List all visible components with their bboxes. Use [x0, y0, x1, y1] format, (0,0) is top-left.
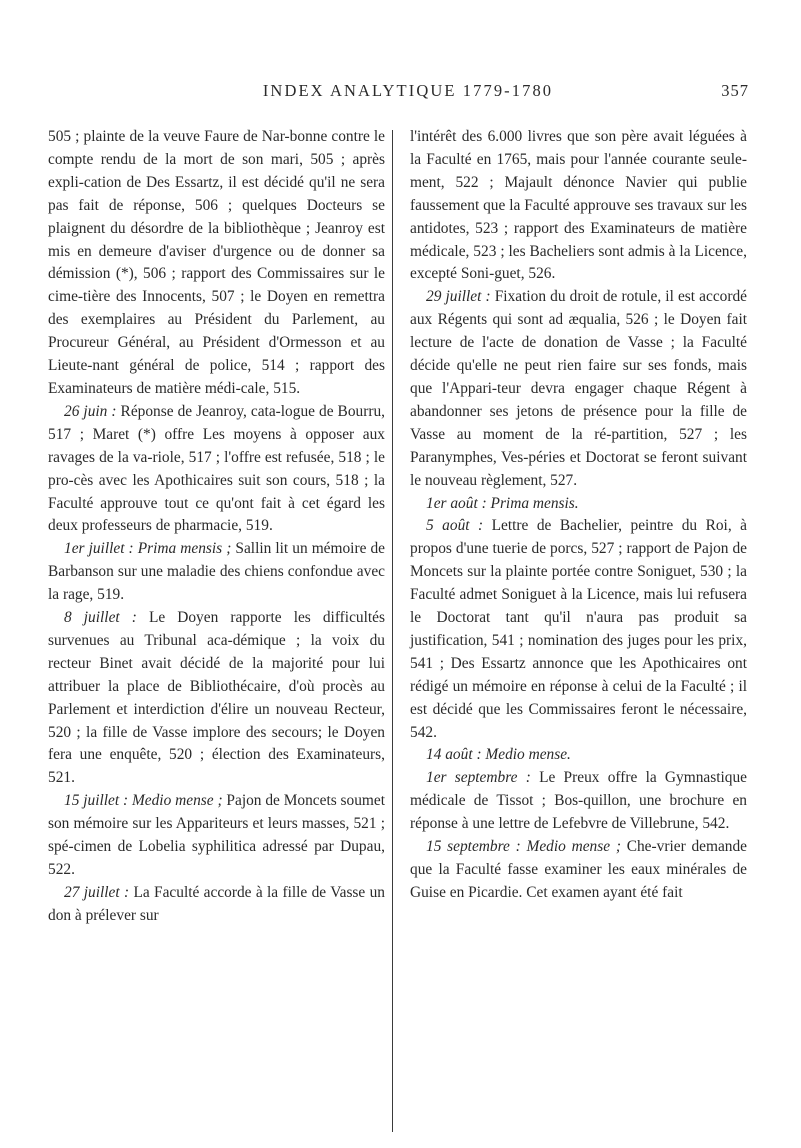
entry-text: Lettre de Bachelier, peintre du Roi, à propos d'une tuerie de porcs, 527 ; rapport de Pajon de Moncets sur la plainte portée contre Soniguet, 530 ; la Faculté admet Soniguet à la Licence, mais lui refusera le Doctorat tant qu'il n'aura pas produit sa justification, 541 ; nomination des juges pour les prix, 541 ; Des Essartz annonce que les Apothicaires ont rédigé un mémoire en réponse à celui de la Faculté ; il est décidé que les Commissaires feront le nécessaire, 542. — [410, 517, 747, 741]
index-entry — [410, 767, 747, 836]
index-entry — [410, 493, 747, 516]
entry-text: Che-vrier demande que la Faculté fasse examiner les eaux minérales de Guise en Picardie. Cet examen ayant été fait — [410, 838, 748, 901]
entry-date: 1er juillet : Prima mensis ; — [64, 540, 232, 558]
entry-text: 505 ; plainte de la veuve Faure de Nar-bonne contre le compte rendu de la mort de son mari, 505 ; après expli-cation de Des Essartz, il est décidé qu'il ne sera pas fait de réponse, 506 ; quelques Docteurs se plaignent du désordre de la bibliothèque ; Jeanroy est mis en demeure d'aviser d'urgence ou de donner sa démission (*), 506 ; rapport des Commissaires sur le cime-tière des Innocents, 507 ; le Doyen en remettra des exemplaires au Président du Parlement, au Procureur Général, au Président d'Ormesson et au Lieute-nant général de police, 514 ; rapport des Examinateurs de matière médi-cale, 515. — [48, 128, 385, 397]
index-entry — [48, 882, 385, 928]
entry-date: 8 juillet : — [64, 609, 137, 627]
entry-date: 29 juillet : — [426, 288, 491, 306]
index-entry — [48, 401, 385, 538]
running-title: INDEX ANALYTIQUE 1779-1780 — [262, 81, 554, 100]
entry-date: 15 septembre : Medio mense ; — [426, 838, 621, 856]
index-entry — [410, 515, 747, 744]
index-entry — [410, 836, 747, 905]
entry-date: 27 juillet : — [64, 883, 130, 901]
index-entry — [410, 126, 747, 286]
entry-date: 15 juillet : Medio mense ; — [64, 792, 223, 810]
entry-date: 1er août : Prima mensis. — [426, 494, 579, 512]
running-head — [0, 79, 801, 107]
entry-text: Le Preux offre la Gymnastique médicale de Tissot ; Bos-quillon, une brochure en réponse à une lettre de Lefebvre de Villebrune, 542. — [410, 769, 747, 833]
entry-text: Réponse de Jeanroy, cata-logue de Bourru, 517 ; Maret (*) offre Les moyens à opposer aux ravages de la va-riole, 517 ; l'offre est refusée, 518 ; le pro-cès avec les Apothicaires suit son cours, 518 ; la Faculté approuve tout ce qu'ont fait à cet égard les deux professeurs de pharmacie, 519. — [48, 402, 386, 535]
entry-date: 1er septembre : — [426, 769, 531, 787]
entry-text: l'intérêt des 6.000 livres que son père avait léguées à la Faculté en 1765, mais pour l'année courante seule-ment, 522 ; Majault dénonce Navier qui publie faussement que la Faculté approuve ses travaux sur les antidotes, 523 ; rapport des Examinateurs de matière médicale, 523 ; les Bacheliers sont admis à la Licence, excepté Soni-guet, 526. — [410, 128, 747, 283]
entry-text: La Faculté accorde à la fille de Vasse un don à prélever sur — [48, 883, 385, 924]
entry-date: 5 août : — [426, 517, 484, 535]
index-entry — [48, 607, 385, 790]
index-entry — [48, 538, 385, 607]
index-entry — [48, 126, 385, 401]
index-entry — [48, 790, 385, 882]
entry-text: Le Doyen rapporte les difficultés survenues au Tribunal aca-démique ; la voix du recteur Binet avait décidé de la majorité pour lui attribuer la place de Bibliothécaire, d'où procès au Parlement et interdiction d'élire un nouveau Recteur, 520 ; la fille de Vasse implore des secours; le Doyen fera une enquête, 520 ; élection des Examinateurs, 521. — [48, 609, 385, 787]
page-number: 357 — [721, 81, 749, 100]
right-column — [410, 126, 747, 905]
entry-date: 14 août : Medio mense. — [426, 746, 571, 764]
entry-date: 26 juin : — [64, 402, 117, 420]
column-divider — [392, 130, 393, 1132]
left-column — [48, 126, 385, 928]
index-entry — [410, 744, 747, 767]
entry-text: Pajon de Moncets soumet son mémoire sur les Appariteurs et leurs masses, 521 ; spé-cimen de Lobelia syphilitica adressé par Dupau, 522. — [48, 792, 386, 878]
entry-text: Sallin lit un mémoire de Barbanson sur une maladie des chiens confondue avec la rage, 519. — [48, 540, 385, 604]
index-entry — [410, 286, 747, 492]
entry-text: Fixation du droit de rotule, il est accordé aux Régents qui sont ad æqualia, 526 ; le Doyen fait lecture de l'acte de donation de Vasse ; la Faculté décide qu'elle ne peut rien faire sur ses fonds, mais que l'Appari-teur devra engager chaque Régent à abandonner ses jetons de présence pour la fille de Vasse au moment de la ré-partition, 527 ; les Paranymphes, Ves-péries et Doctorat se feront suivant le nouveau règlement, 527. — [410, 288, 747, 489]
